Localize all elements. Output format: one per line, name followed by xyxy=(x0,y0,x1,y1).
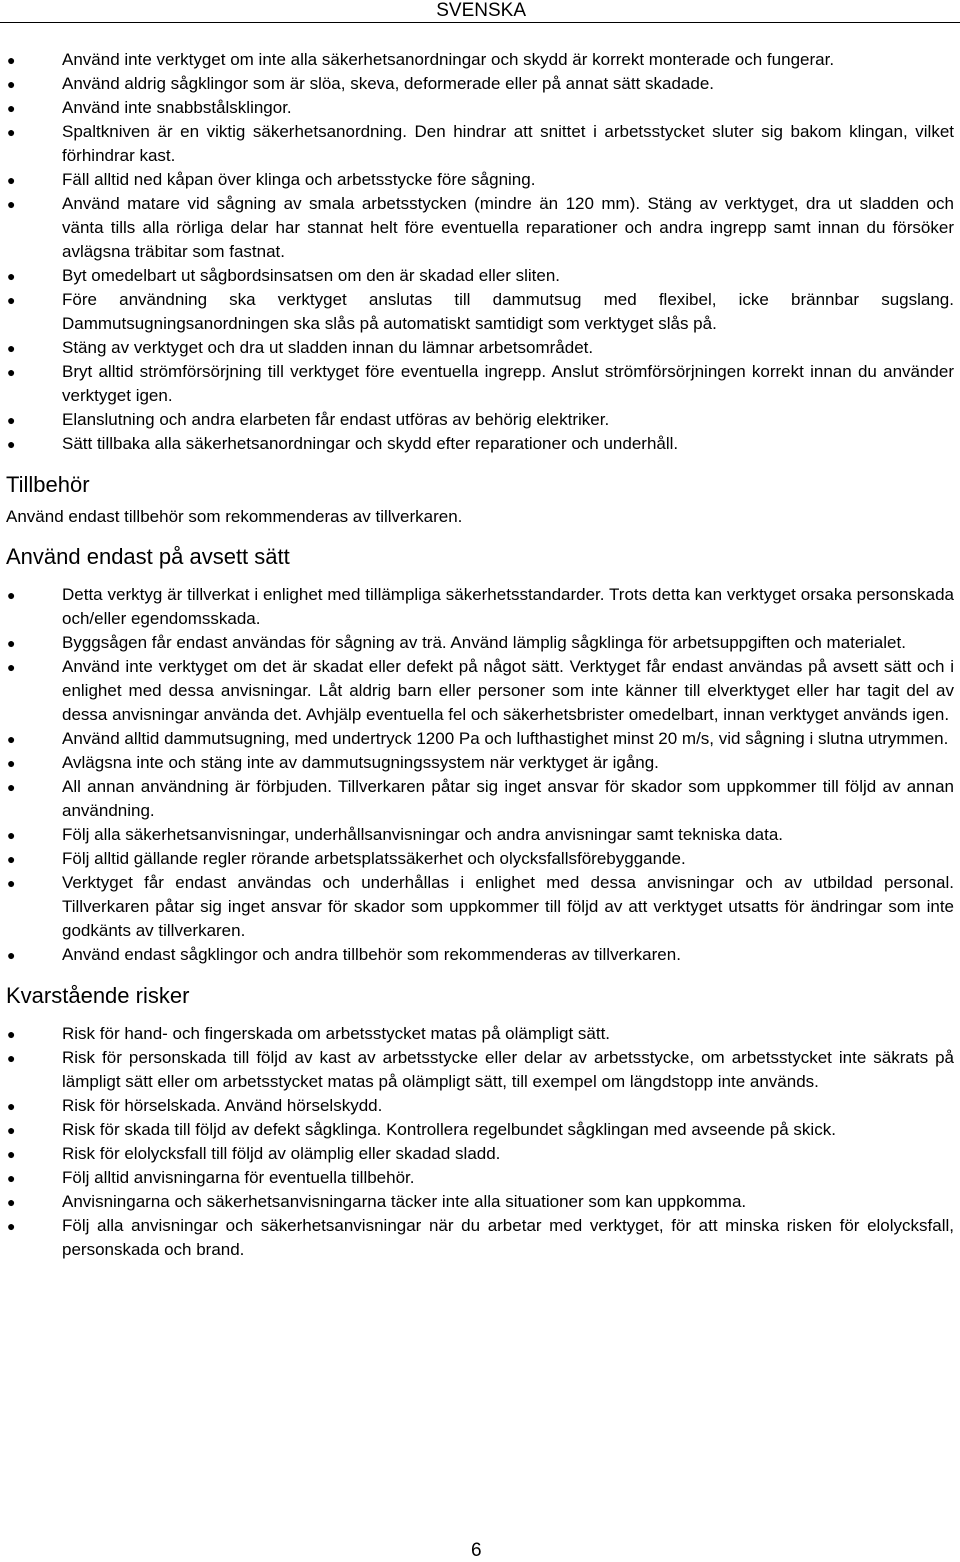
bullet-icon: ● xyxy=(7,875,16,891)
bullet-icon: ● xyxy=(7,172,16,188)
list-item xyxy=(6,847,954,871)
page-number: 6 xyxy=(471,1540,482,1561)
document-body xyxy=(6,48,954,1262)
list-item-text: Elanslutning och andra elarbeten får endast utföras av behörig elektriker. xyxy=(62,410,610,429)
list-item xyxy=(6,871,954,943)
list-item-text: Anvisningarna och säkerhetsanvisningarna täcker inte alla situationer som kan uppkomma. xyxy=(62,1192,747,1211)
bullet-icon: ● xyxy=(7,1122,16,1138)
list-item-text: Använd matare vid sågning av smala arbetsstycken (mindre än 120 mm). Stäng av verktyget, dra ut sladden och vänta tills alla rörliga delar har stannat helt före eventuella reparationer och andra ingrepp samt innan du försöker avlägsna träbitar som fastnat. xyxy=(62,194,954,261)
list-item xyxy=(6,943,954,967)
header-rule xyxy=(0,22,960,23)
list-item-text: Före användning ska verktyget anslutas till dammutsug med flexibel, icke brännbar sugslang. Dammutsugningsanordningen ska slås på automatiskt samtidigt som verktyget slås på. xyxy=(62,290,954,333)
list-item xyxy=(6,72,954,96)
bullet-icon: ● xyxy=(7,1026,16,1042)
list-item xyxy=(6,1214,954,1262)
list-item-text: Använd inte verktyget om det är skadat eller defekt på något sätt. Verktyget får endast användas på avsett sätt och i enlighet med dessa anvisningar. Låt aldrig barn eller personer som inte känner till elverktyget eller har tagit del av dessa anvisningar använda det. Avhjälp eventuella fel och säkerhetsbrister omedelbart, innan verktyget används igen. xyxy=(62,657,954,724)
list-item xyxy=(6,168,954,192)
bullet-icon: ● xyxy=(7,1050,16,1066)
list-item xyxy=(6,1190,954,1214)
residual-risks-heading: Kvarstående risker xyxy=(6,983,190,1008)
list-item-text: Följ alltid gällande regler rörande arbetsplatssäkerhet och olycksfallsförebyggande. xyxy=(62,849,686,868)
list-item-text: Risk för hörselskada. Använd hörselskydd. xyxy=(62,1096,383,1115)
list-item-text: Fäll alltid ned kåpan över klinga och arbetsstycke före sågning. xyxy=(62,170,536,189)
list-item-text: Verktyget får endast användas och underhållas i enlighet med dessa anvisningar och av utbildad personal. Tillverkaren påtar sig inget ansvar för skador som uppkommer till följd av att verktyget utsatts för ändringar som inte godkänts av tillverkaren. xyxy=(62,873,954,940)
list-item-text: Stäng av verktyget och dra ut sladden innan du lämnar arbetsområdet. xyxy=(62,338,594,357)
bullet-icon: ● xyxy=(7,755,16,771)
bullet-icon: ● xyxy=(7,1218,16,1234)
list-item xyxy=(6,432,954,456)
list-item xyxy=(6,1118,954,1142)
bullet-icon: ● xyxy=(7,635,16,651)
list-item xyxy=(6,192,954,264)
list-item-text: Bryt alltid strömförsörjning till verktyget före eventuella ingrepp. Anslut strömförsörjningen korrekt innan du använder verktyget igen. xyxy=(62,362,954,405)
list-item xyxy=(6,1094,954,1118)
list-item-text: Byt omedelbart ut sågbordsinsatsen om den är skadad eller sliten. xyxy=(62,266,560,285)
bullet-icon: ● xyxy=(7,412,16,428)
bullet-icon: ● xyxy=(7,827,16,843)
list-item-text: Följ alla anvisningar och säkerhetsanvisningar när du arbetar med verktyget, för att minska risken för elolycksfall, personskada och brand. xyxy=(62,1216,954,1259)
list-item xyxy=(6,360,954,408)
list-item xyxy=(6,1046,954,1094)
list-item xyxy=(6,727,954,751)
list-item xyxy=(6,288,954,336)
bullet-icon: ● xyxy=(7,851,16,867)
bullet-icon: ● xyxy=(7,100,16,116)
list-item-text: Risk för hand- och fingerskada om arbetsstycket matas på olämpligt sätt. xyxy=(62,1024,611,1043)
list-item-text: Använd inte verktyget om inte alla säkerhetsanordningar och skydd är korrekt monterade och fungerar. xyxy=(62,50,835,69)
list-item xyxy=(6,775,954,823)
list-item-text: All annan användning är förbjuden. Tillverkaren påtar sig inget ansvar för skador som uppkommer till följd av annan användning. xyxy=(62,777,954,820)
list-item-text: Använd endast sågklingor och andra tillbehör som rekommenderas av tillverkaren. xyxy=(62,945,681,964)
list-item-text: Risk för personskada till följd av kast av arbetsstycke eller delar av arbetsstycke, om arbetsstycket inte säkrats på lämpligt sätt eller om arbetsstycket matas på olämpligt sätt, till exempel om längdstopp inte används. xyxy=(62,1048,954,1091)
bullet-icon: ● xyxy=(7,196,16,212)
list-item-text: Följ alltid anvisningarna för eventuella tillbehör. xyxy=(62,1168,415,1187)
safety-list xyxy=(6,48,954,456)
list-item xyxy=(6,655,954,727)
list-item-text: Avlägsna inte och stäng inte av dammutsugningssystem när verktyget är igång. xyxy=(62,753,659,772)
bullet-icon: ● xyxy=(7,268,16,284)
list-item xyxy=(6,1166,954,1190)
list-item-text: Använd aldrig sågklingor som är slöa, skeva, deformerade eller på annat sätt skadade. xyxy=(62,74,715,93)
bullet-icon: ● xyxy=(7,731,16,747)
list-item xyxy=(6,583,954,631)
bullet-icon: ● xyxy=(7,947,16,963)
list-item xyxy=(6,1142,954,1166)
list-item xyxy=(6,408,954,432)
accessories-text: Använd endast tillbehör som rekommenderas av tillverkaren. xyxy=(6,507,463,526)
list-item-text: Spaltkniven är en viktig säkerhetsanordning. Den hindrar att snittet i arbetsstycket sluter sig bakom klingan, vilket förhindrar kast. xyxy=(62,122,954,165)
bullet-icon: ● xyxy=(7,779,16,795)
bullet-icon: ● xyxy=(7,1170,16,1186)
bullet-icon: ● xyxy=(7,52,16,68)
list-item-text: Använd alltid dammutsugning, med undertryck 1200 Pa och lufthastighet minst 20 m/s, vid sågning i slutna utrymmen. xyxy=(62,729,949,748)
bullet-icon: ● xyxy=(7,1098,16,1114)
bullet-icon: ● xyxy=(7,124,16,140)
list-item xyxy=(6,96,954,120)
bullet-icon: ● xyxy=(7,76,16,92)
list-item-text: Följ alla säkerhetsanvisningar, underhållsanvisningar och andra anvisningar samt tekniska data. xyxy=(62,825,784,844)
bullet-icon: ● xyxy=(7,1194,16,1210)
list-item xyxy=(6,120,954,168)
list-item-text: Byggsågen får endast användas för sågning av trä. Använd lämplig sågklinga för arbetsuppgiften och materialet. xyxy=(62,633,906,652)
intended-use-list xyxy=(6,583,954,967)
intended-use-heading: Använd endast på avsett sätt xyxy=(6,544,290,569)
bullet-icon: ● xyxy=(7,659,16,675)
list-item xyxy=(6,823,954,847)
list-item-text: Risk för skada till följd av defekt sågklinga. Kontrollera regelbundet sågklingan med avseende på skick. xyxy=(62,1120,836,1139)
list-item-text: Risk för elolycksfall till följd av olämplig eller skadad sladd. xyxy=(62,1144,501,1163)
bullet-icon: ● xyxy=(7,364,16,380)
header-language-label: SVENSKA xyxy=(436,0,526,21)
bullet-icon: ● xyxy=(7,436,16,452)
list-item xyxy=(6,631,954,655)
list-item xyxy=(6,751,954,775)
list-item xyxy=(6,1022,954,1046)
accessories-heading: Tillbehör xyxy=(6,472,90,497)
list-item-text: Sätt tillbaka alla säkerhetsanordningar och skydd efter reparationer och underhåll. xyxy=(62,434,679,453)
bullet-icon: ● xyxy=(7,292,16,308)
list-item xyxy=(6,336,954,360)
residual-risks-list xyxy=(6,1022,954,1262)
list-item xyxy=(6,264,954,288)
list-item xyxy=(6,48,954,72)
bullet-icon: ● xyxy=(7,1146,16,1162)
bullet-icon: ● xyxy=(7,340,16,356)
list-item-text: Detta verktyg är tillverkat i enlighet med tillämpliga säkerhetsstandarder. Trots detta kan verktyget orsaka personskada och/eller egendomsskada. xyxy=(62,585,954,628)
list-item-text: Använd inte snabbstålsklingor. xyxy=(62,98,292,117)
bullet-icon: ● xyxy=(7,587,16,603)
